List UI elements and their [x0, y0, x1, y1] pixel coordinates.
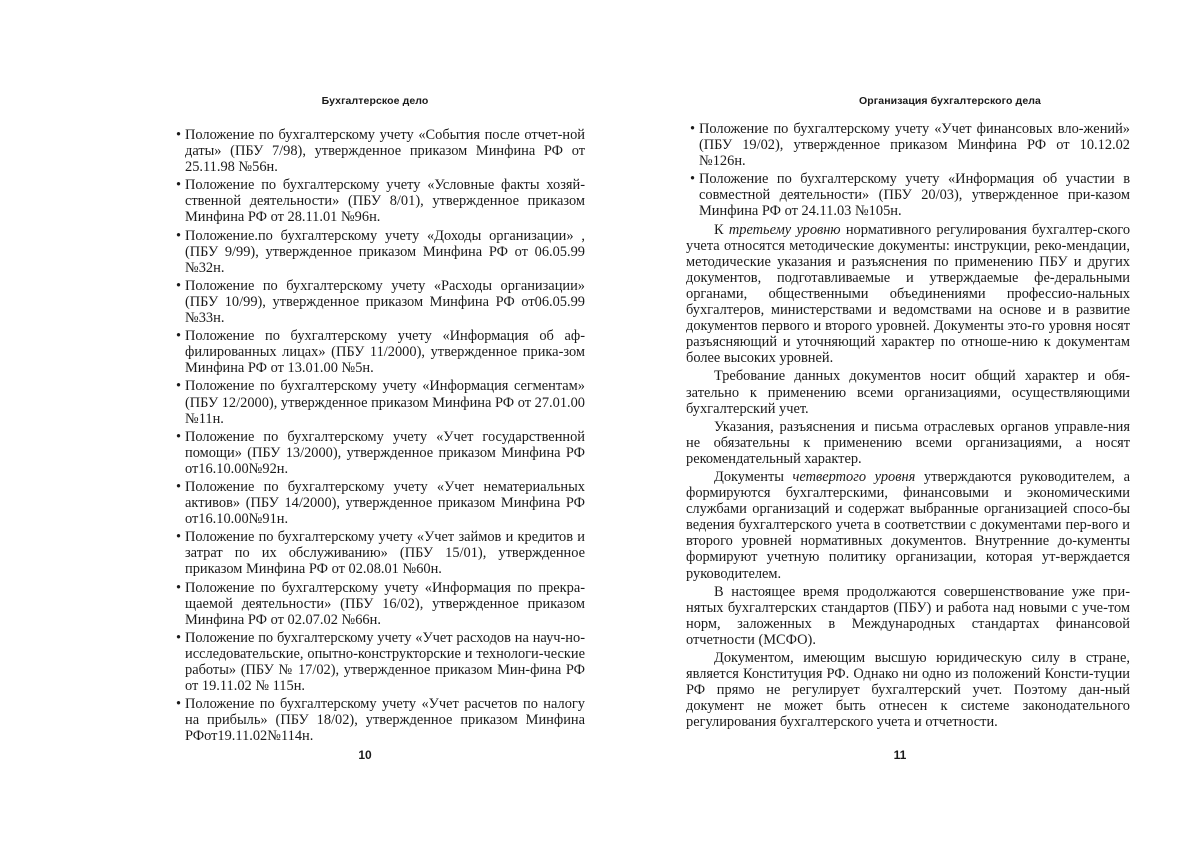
list-item: • Положение по бухгалтерскому учету «Учет расчетов по налогу на прибыль» (ПБУ 18/02), утвержденное приказом Минфина РФот19.11.02№114н.: [172, 696, 585, 744]
emphasis-text: третьему уровню: [728, 221, 841, 238]
left-running-header: Бухгалтерское дело: [321, 95, 429, 107]
list-item: • Положение.по бухгалтерскому учету «Доходы организации» , (ПБУ 9/99), утвержденное приказом Минфина РФ от 06.05.99 №32н.: [172, 228, 585, 276]
list-item: • Положение по бухгалтерскому учету «Информация сегментам» (ПБУ 12/2000), утвержденное приказом Минфина РФ от 27.01.00 №11н.: [172, 378, 585, 426]
paragraph-text: К: [714, 221, 729, 238]
paragraph-text: Документы: [714, 468, 793, 485]
list-item: • Положение по бухгалтерскому учету «Расходы организации» (ПБУ 10/99), утвержденное приказом Минфина РФ от06.05.99 №33н.: [172, 278, 585, 326]
left-text-block: [172, 127, 585, 746]
paragraph-third-level: [686, 222, 1130, 367]
left-page-number: 10: [358, 748, 372, 762]
paragraph-text: утверждаются руководителем, а формируются бухгалтерскими, финансовыми и экономическими службами организаций и содержат выбранные организацией спосо-бы ведения бухгалтерского учета в соответствии с документами пер-вого и второго уровней нормативных документов. Внутренние до-кументы формируют учетную политику организации, которая ут-верждается руководителем.: [686, 468, 1130, 582]
list-item: • Положение по бухгалтерскому учету «Условные факты хозяй-ственной деятельности» (ПБУ 8/01), утвержденное приказом Минфина РФ от 28.11.01 №96н.: [172, 177, 585, 225]
list-item: • Положение по бухгалтерскому учету «Учет займов и кредитов и затрат по их обслуживанию» (ПБУ 15/01), утвержденное приказом Минфина РФ от 02.08.01 №60н.: [172, 529, 585, 577]
list-item: • Положение по бухгалтерскому учету «Учет нематериальных активов» (ПБУ 14/2000), утвержденное приказом Минфина РФ от16.10.00№91н.: [172, 479, 585, 527]
list-item: • Положение по бухгалтерскому учету «События после отчет-ной даты» (ПБУ 7/98), утвержденное приказом Минфина РФ от 25.11.98 №56н.: [172, 127, 585, 175]
list-item: • Положение по бухгалтерскому учету «Учет государственной помощи» (ПБУ 13/2000), утвержденное приказом Минфина РФ от16.10.00№92н.: [172, 429, 585, 477]
paragraph-fourth-level: [686, 469, 1130, 582]
paragraph-requirements: Требование данных документов носит общий характер и обя-зательно к применению всеми организациями, осуществляющими бухгалтерский учет.: [686, 368, 1130, 417]
list-item: • Положение по бухгалтерскому учету «Учет финансовых вло-жений» (ПБУ 19/02), утвержденное приказом Минфина РФ от 10.12.02 №126н.: [686, 121, 1130, 169]
paragraph-constitution: Документом, имеющим высшую юридическую силу в стране, является Конституция РФ. Однако ни одно из положений Консти-туции РФ прямо не регулирует бухгалтерский учет. Поэтому дан-ный документ не может быть отнесен к системе законодательного регулирования бухгалтерского учета и отчетности.: [686, 650, 1130, 731]
list-item: • Положение по бухгалтерскому учету «Информация об аф-филированных лицах» (ПБУ 11/2000), утвержденное прика-зом Минфина РФ от 13.01.00 №5н.: [172, 328, 585, 376]
right-running-header: Организация бухгалтерского дела: [859, 95, 1041, 107]
list-item: • Положение по бухгалтерскому учету «Информация об участии в совместной деятельности» (ПБУ 20/03), утвержденное при-казом Минфина РФ от 24.11.03 №105н.: [686, 171, 1130, 219]
right-page: [600, 0, 1200, 848]
list-item: • Положение по бухгалтерскому учету «Информация по прекра-щаемой деятельности» (ПБУ 16/02), утвержденное приказом Минфина РФ от 02.07.02 №66н.: [172, 580, 585, 628]
right-text-block: [686, 121, 1130, 732]
list-item: • Положение по бухгалтерскому учету «Учет расходов на науч-но-исследовательские, опытно-конструкторские и технологи-ческие работы» (ПБУ № 17/02), утвержденное приказом Мин-фина РФ от 19.11.02 № 115н.: [172, 630, 585, 694]
paragraph-instructions: Указания, разъяснения и письма отраслевых органов управле-ния не обязательны к применению всеми организациями, а носят рекомендательный характер.: [686, 418, 1130, 467]
right-page-number: 11: [893, 748, 907, 762]
emphasis-text: четвертого уровня: [792, 468, 916, 485]
paragraph-improvement: В настоящее время продолжаются совершенствование уже при-нятых бухгалтерских стандартов (ПБУ) и работа над новыми с уче-том норм, заложенных в Международных стандартах финансовой отчетности (МСФО).: [686, 583, 1130, 648]
paragraph-text: нормативного регулирования бухгалтер-ского учета относятся методические документы: инструкции, реко-мендации, методические указания и разъяснения по применению ПБУ и других документов, подготавливаемые и утверждаемые фе-деральными органами, общественными объединениями профессио-нальных бухгалтеров, министерствами и ведомствами на основе и в развитие документов первого и второго уровней. Документы это-го уровня носят разъясняющий и уточняющий характер по отноше-нию к документам более высоких уровней.: [686, 221, 1131, 367]
